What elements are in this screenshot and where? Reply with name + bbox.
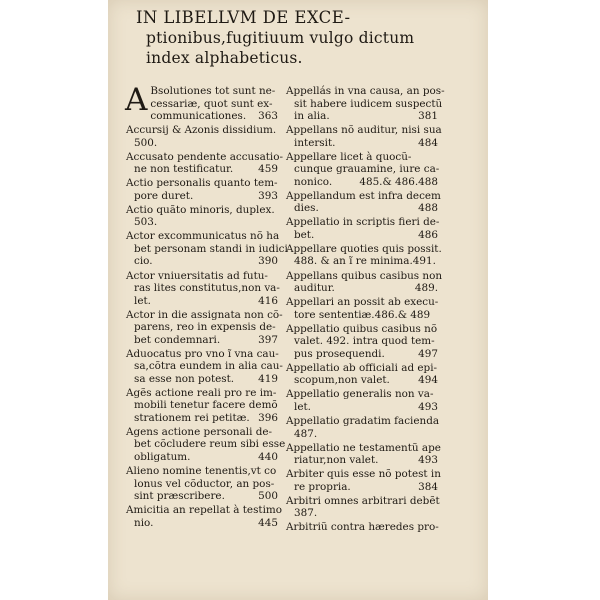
page-reference: 381 bbox=[418, 110, 438, 122]
entry-text: Arbitri omnes arbitrari debẽt bbox=[286, 494, 440, 507]
page-reference: 500 bbox=[258, 490, 278, 503]
drop-cap-initial: A bbox=[125, 82, 148, 118]
entry-text: Alieno nomine tenentis,vt co bbox=[126, 465, 277, 478]
entry-text: bet personam standi in iudici bbox=[134, 242, 288, 255]
entry-line bbox=[286, 495, 444, 508]
page-reference: 459 bbox=[258, 163, 278, 176]
page-reference: 485.& 486.488 bbox=[359, 175, 438, 188]
index-entry bbox=[126, 426, 284, 464]
entry-line bbox=[286, 454, 444, 467]
entry-line bbox=[286, 521, 444, 534]
entry-line bbox=[126, 230, 284, 243]
index-entry bbox=[126, 348, 284, 386]
index-entry bbox=[126, 504, 284, 529]
entry-text: ne non testificatur. bbox=[134, 163, 234, 176]
entry-text: ras lites constitutus,non va- bbox=[134, 282, 280, 295]
entry-line bbox=[126, 334, 284, 347]
entry-line bbox=[286, 202, 444, 215]
entry-line bbox=[126, 216, 284, 229]
index-entry bbox=[286, 415, 444, 440]
entry-line bbox=[126, 270, 284, 283]
entry-text: Appellás in vna causa, an pos- bbox=[286, 85, 445, 97]
page-reference: 397 bbox=[258, 333, 278, 346]
index-entry bbox=[286, 296, 444, 321]
entry-text: Actor excommunicatus nõ ha bbox=[126, 230, 280, 243]
entry-text: strationem rei petitæ. bbox=[134, 411, 250, 424]
entry-text: cessariæ, quot sunt ex- bbox=[150, 97, 273, 110]
entry-line bbox=[126, 478, 284, 491]
entry-text: 387. bbox=[294, 507, 318, 520]
entry-line bbox=[126, 426, 284, 439]
entry-text: Appellatio quibus casibus nõ bbox=[286, 322, 438, 335]
entry-line bbox=[286, 190, 444, 203]
entry-text: Accusato pendente accusatio- bbox=[126, 150, 284, 163]
entry-text: re propria. bbox=[294, 480, 351, 493]
entry-line bbox=[126, 85, 284, 98]
entry-text: nio. bbox=[134, 516, 154, 529]
entry-line bbox=[286, 216, 444, 229]
entry-text: Arbitriũ contra hæredes pro- bbox=[286, 521, 439, 534]
entry-line bbox=[286, 401, 444, 414]
entry-text: Amicitia an repellat à testimo bbox=[126, 504, 283, 517]
entry-text: Arbiter quis esse nõ potest in bbox=[286, 468, 441, 481]
entry-text: parens, reo in expensis de- bbox=[134, 321, 276, 334]
entry-line bbox=[286, 137, 444, 150]
entry-text: pus prosequendi. bbox=[294, 347, 385, 360]
entry-text: Bsolutiones tot sunt ne- bbox=[150, 85, 276, 97]
page-reference: 419 bbox=[258, 372, 278, 385]
entry-line bbox=[286, 388, 444, 401]
entry-line bbox=[126, 465, 284, 478]
index-entry bbox=[286, 495, 444, 520]
left-index-column bbox=[125, 82, 288, 531]
book-page bbox=[108, 0, 488, 600]
entry-line bbox=[126, 110, 284, 123]
entry-text: 500. bbox=[134, 136, 158, 149]
entry-line bbox=[126, 282, 284, 295]
entry-line bbox=[286, 110, 444, 123]
entry-text: Agens actione personali de- bbox=[126, 425, 273, 438]
entry-text: valet. 492. intra quod tem- bbox=[294, 335, 435, 348]
entry-text: sa,cõtra eundem in alia cau- bbox=[134, 360, 283, 373]
page-reference: 484 bbox=[418, 136, 438, 149]
entry-text: 503. bbox=[134, 216, 158, 229]
entry-text: in alia. bbox=[294, 110, 330, 122]
entry-text: riatur,non valet. bbox=[294, 454, 379, 467]
entry-text: lonus vel cõductor, an pos- bbox=[134, 477, 275, 490]
entry-text: Appellandum est infra decem bbox=[286, 189, 441, 202]
entry-text: bet cõcludere reum sibi esse bbox=[134, 438, 286, 451]
entry-line bbox=[286, 323, 444, 336]
entry-text: Actor vniuersitatis ad futu- bbox=[126, 269, 268, 282]
entry-text: 487. bbox=[294, 427, 318, 440]
entry-text: Appellari an possit ab execu- bbox=[286, 296, 439, 309]
entry-text: bet condemnari. bbox=[134, 333, 221, 346]
index-entry bbox=[126, 465, 284, 503]
entry-line bbox=[286, 85, 444, 98]
index-entry bbox=[286, 216, 444, 241]
entry-text: let. bbox=[134, 294, 151, 307]
entry-text: Appellare quoties quis possit. bbox=[286, 242, 442, 255]
entry-line bbox=[126, 360, 284, 373]
entry-text: let. bbox=[294, 400, 311, 413]
index-entry bbox=[126, 151, 284, 176]
entry-text: sa esse non potest. bbox=[134, 372, 235, 385]
index-entry bbox=[286, 362, 444, 387]
entry-line bbox=[286, 124, 444, 137]
entry-line bbox=[126, 348, 284, 361]
entry-text: bet. bbox=[294, 228, 315, 241]
entry-text: 488. & an ĩ re minima.491. bbox=[294, 255, 436, 268]
entry-text: dies. bbox=[294, 202, 319, 215]
title-line-3: index alphabeticus. bbox=[146, 49, 303, 67]
entry-text: Appellatio in scriptis fieri de- bbox=[286, 216, 440, 229]
entry-line bbox=[126, 151, 284, 164]
index-entry bbox=[125, 82, 284, 123]
entry-line bbox=[286, 428, 444, 441]
page-reference: 488 bbox=[418, 202, 438, 215]
page-reference: 390 bbox=[258, 255, 278, 268]
index-entry bbox=[286, 388, 444, 413]
entry-line bbox=[286, 415, 444, 428]
page-reference: 440 bbox=[258, 450, 278, 463]
entry-line bbox=[126, 295, 284, 308]
index-entry bbox=[126, 124, 284, 149]
entry-text: Actio quãto minoris, duplex. bbox=[126, 203, 275, 216]
entry-line bbox=[126, 451, 284, 464]
entry-line bbox=[286, 255, 444, 268]
entry-line bbox=[126, 490, 284, 503]
entry-text: Appellatio ne testamentũ ape bbox=[286, 441, 441, 454]
entry-text: Appellare licet à quocũ- bbox=[286, 150, 412, 163]
right-index-column bbox=[286, 85, 444, 536]
entry-line bbox=[126, 399, 284, 412]
entry-text: sint præscribere. bbox=[134, 490, 225, 503]
entry-text: Appellatio generalis non va- bbox=[286, 388, 434, 401]
entry-line bbox=[126, 163, 284, 176]
entry-text: intersit. bbox=[294, 136, 336, 149]
index-entry bbox=[126, 177, 284, 202]
page-reference: 494 bbox=[418, 374, 438, 387]
entry-line bbox=[286, 229, 444, 242]
entry-text: auditur. bbox=[294, 282, 335, 295]
entry-line bbox=[286, 481, 444, 494]
entry-line bbox=[126, 504, 284, 517]
index-entry bbox=[286, 468, 444, 493]
entry-line bbox=[286, 468, 444, 481]
entry-line bbox=[286, 348, 444, 361]
entry-line bbox=[286, 270, 444, 283]
index-entry bbox=[126, 309, 284, 347]
page-reference: 493 bbox=[418, 400, 438, 413]
entry-text: Appellans quibus casibus non bbox=[286, 269, 443, 282]
entry-text: Appellatio gradatim facienda bbox=[286, 415, 440, 428]
index-entry bbox=[126, 230, 288, 268]
entry-line bbox=[126, 438, 284, 451]
index-entry bbox=[126, 387, 284, 425]
index-entry bbox=[286, 243, 444, 268]
title-line-2: ptionibus,fugitiuum vulgo dictum bbox=[146, 29, 415, 47]
entry-line bbox=[286, 309, 444, 322]
page-reference: 416 bbox=[258, 294, 278, 307]
page-reference: 489. bbox=[414, 282, 438, 295]
entry-text: cio. bbox=[134, 255, 153, 268]
title-line-1: IN LIBELLVM DE EXCE- bbox=[136, 8, 351, 27]
entry-line bbox=[286, 243, 444, 256]
entry-line bbox=[126, 242, 288, 256]
page-reference: 393 bbox=[258, 189, 278, 202]
entry-line bbox=[126, 321, 284, 334]
entry-line bbox=[126, 98, 284, 111]
entry-line bbox=[286, 163, 444, 176]
entry-line bbox=[126, 177, 284, 190]
entry-line bbox=[126, 387, 284, 400]
index-entry bbox=[286, 151, 444, 189]
entry-line bbox=[286, 442, 444, 455]
entry-line bbox=[286, 374, 444, 387]
page-reference: 363 bbox=[258, 110, 278, 122]
entry-line bbox=[126, 204, 284, 217]
page-reference: 486 bbox=[418, 228, 438, 241]
entry-line bbox=[286, 296, 444, 309]
entry-text: tore sententiæ.486.& 489 bbox=[294, 308, 431, 321]
entry-line bbox=[126, 124, 284, 137]
entry-line bbox=[126, 412, 284, 425]
entry-line bbox=[126, 517, 284, 530]
index-entry bbox=[286, 124, 444, 149]
index-entry bbox=[286, 270, 444, 295]
entry-text: sit habere iudicem suspectũ bbox=[294, 97, 443, 110]
page-reference: 497 bbox=[418, 347, 438, 360]
entry-line bbox=[126, 255, 284, 268]
entry-line bbox=[286, 362, 444, 375]
entry-text: Actor in die assignata non cõ- bbox=[126, 308, 283, 321]
entry-line bbox=[286, 282, 444, 295]
page-reference: 396 bbox=[258, 411, 278, 424]
entry-line bbox=[286, 98, 444, 111]
entry-text: Agẽs actione reali pro re im- bbox=[126, 386, 277, 399]
entry-text: scopum,non valet. bbox=[294, 374, 390, 387]
index-entry bbox=[126, 204, 284, 229]
entry-text: Appellans nõ auditur, nisi sua bbox=[286, 124, 442, 137]
entry-text: Appellatio ab officiali ad epi- bbox=[286, 361, 438, 374]
index-entry bbox=[286, 442, 444, 467]
entry-text: nonico. bbox=[294, 175, 333, 188]
entry-text: obligatum. bbox=[134, 450, 191, 463]
entry-line bbox=[286, 335, 444, 348]
entry-line bbox=[126, 190, 284, 203]
index-entry bbox=[286, 323, 444, 361]
page-reference: 445 bbox=[258, 516, 278, 529]
index-entry bbox=[286, 190, 444, 215]
entry-line bbox=[286, 176, 444, 189]
index-entry bbox=[126, 270, 284, 308]
entry-text: mobili tenetur facere demõ bbox=[134, 399, 278, 412]
entry-line bbox=[286, 507, 444, 520]
entry-text: pore duret. bbox=[134, 189, 194, 202]
entry-text: communicationes. bbox=[150, 110, 247, 122]
index-entry bbox=[286, 521, 444, 534]
entry-line bbox=[126, 137, 284, 150]
index-entry bbox=[286, 85, 444, 123]
entry-text: cunque grauamine, iure ca- bbox=[294, 163, 440, 176]
page-reference: 384 bbox=[418, 480, 438, 493]
entry-line bbox=[126, 373, 284, 386]
index-title bbox=[136, 8, 476, 68]
entry-text: Actio personalis quanto tem- bbox=[126, 177, 278, 190]
entry-line bbox=[286, 151, 444, 164]
page-reference: 493 bbox=[418, 454, 438, 467]
entry-text: Accursij & Azonis dissidium. bbox=[126, 124, 277, 137]
entry-line bbox=[126, 309, 284, 322]
entry-text: Aduocatus pro vno ĩ vna cau- bbox=[126, 347, 279, 360]
